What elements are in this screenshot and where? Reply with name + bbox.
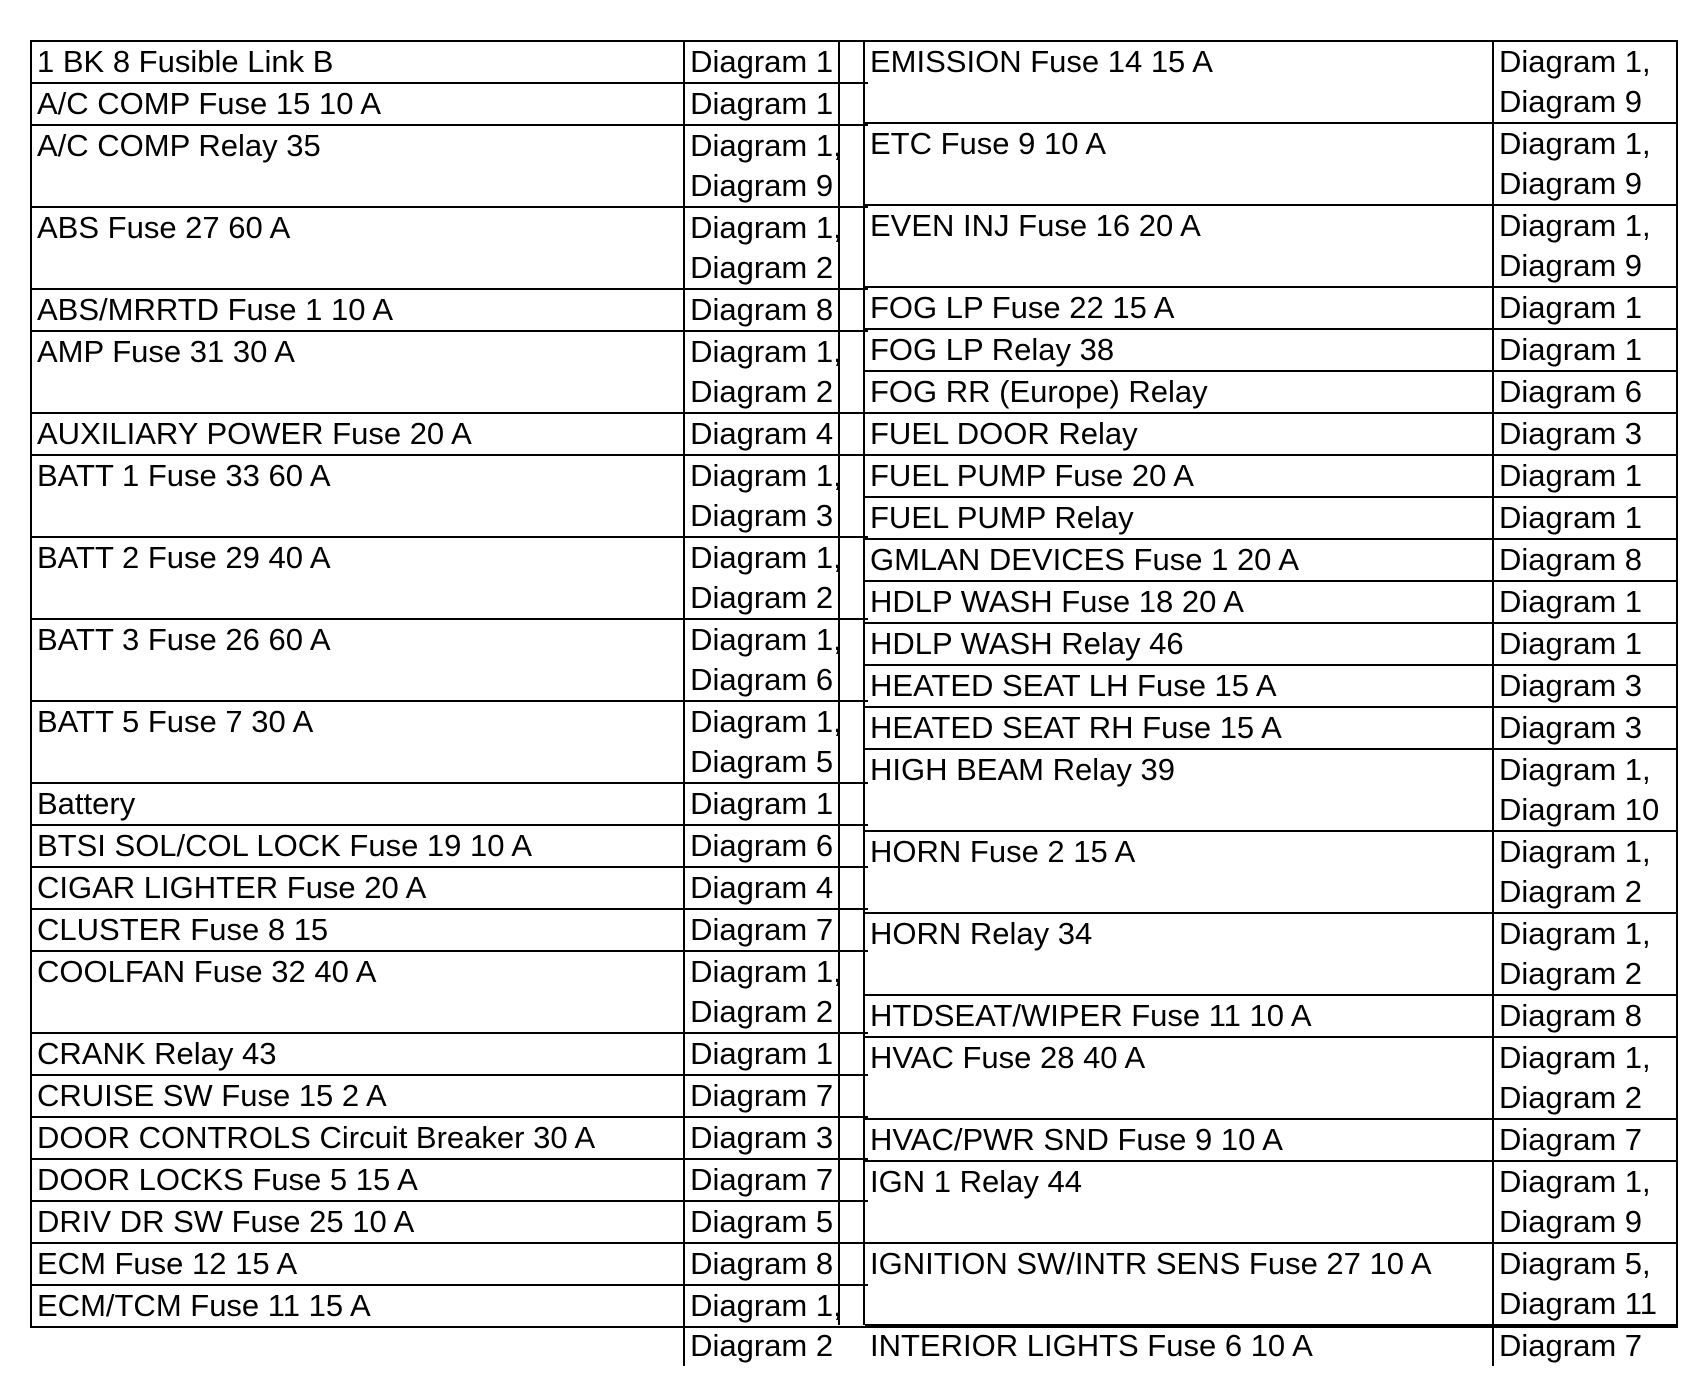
table-row bbox=[32, 1201, 868, 1243]
table-row bbox=[865, 455, 1678, 497]
component-name: ABS/MRRTD Fuse 1 10 A bbox=[32, 289, 684, 331]
diagram-reference bbox=[1493, 42, 1678, 123]
diagram-ref-line: Diagram 8 bbox=[690, 292, 834, 327]
diagram-ref-line: Diagram 1, bbox=[690, 458, 842, 493]
component-name: HDLP WASH Relay 46 bbox=[865, 623, 1493, 665]
diagram-ref-line: Diagram 3 bbox=[690, 498, 834, 533]
diagram-ref-line: Diagram 5, bbox=[1499, 1246, 1651, 1281]
diagram-ref-line: Diagram 1, bbox=[690, 210, 842, 245]
index-table-frame bbox=[30, 40, 1678, 1363]
diagram-reference bbox=[1493, 995, 1678, 1037]
diagram-ref-line: Diagram 1 bbox=[1499, 584, 1642, 619]
table-row bbox=[32, 783, 868, 825]
table-row bbox=[865, 1325, 1678, 1366]
diagram-reference bbox=[1493, 205, 1678, 287]
table-row bbox=[32, 951, 868, 1033]
diagram-ref-line: Diagram 5 bbox=[690, 1204, 834, 1239]
diagram-ref-line: Diagram 2 bbox=[1499, 956, 1642, 991]
component-name: BATT 3 Fuse 26 60 A bbox=[32, 619, 684, 701]
component-name: GMLAN DEVICES Fuse 1 20 A bbox=[865, 539, 1493, 581]
component-name: HORN Relay 34 bbox=[865, 913, 1493, 995]
diagram-reference bbox=[1493, 665, 1678, 707]
component-name: BATT 1 Fuse 33 60 A bbox=[32, 455, 684, 537]
diagram-ref-line: Diagram 4 bbox=[690, 870, 834, 905]
table-row bbox=[865, 623, 1678, 665]
diagram-reference bbox=[1493, 329, 1678, 371]
table-row bbox=[865, 1119, 1678, 1161]
component-name: A/C COMP Fuse 15 10 A bbox=[32, 83, 684, 125]
diagram-ref-line: Diagram 1, bbox=[1499, 1040, 1651, 1075]
table-row bbox=[32, 1033, 868, 1075]
component-name: EVEN INJ Fuse 16 20 A bbox=[865, 205, 1493, 287]
component-name: BATT 5 Fuse 7 30 A bbox=[32, 701, 684, 783]
diagram-ref-line: Diagram 1, bbox=[1499, 834, 1651, 869]
right-index-table bbox=[865, 42, 1678, 1366]
table-row bbox=[32, 701, 868, 783]
table-row bbox=[865, 665, 1678, 707]
diagram-reference bbox=[1493, 1243, 1678, 1325]
component-name: IGNITION SW/INTR SENS Fuse 27 10 A bbox=[865, 1243, 1493, 1325]
diagram-ref-line: Diagram 1, bbox=[690, 954, 842, 989]
diagram-ref-line: Diagram 7 bbox=[690, 1162, 834, 1197]
diagram-reference bbox=[1493, 831, 1678, 913]
component-name: HVAC/PWR SND Fuse 9 10 A bbox=[865, 1119, 1493, 1161]
component-name: ETC Fuse 9 10 A bbox=[865, 123, 1493, 205]
table-row bbox=[865, 995, 1678, 1037]
component-name: ECM Fuse 12 15 A bbox=[32, 1243, 684, 1285]
component-name: AUXILIARY POWER Fuse 20 A bbox=[32, 413, 684, 455]
diagram-reference bbox=[1493, 287, 1678, 329]
diagram-reference bbox=[1493, 1325, 1678, 1366]
diagram-ref-line: Diagram 1, bbox=[690, 704, 842, 739]
diagram-ref-line: Diagram 8 bbox=[690, 1246, 834, 1281]
component-name: FOG LP Relay 38 bbox=[865, 329, 1493, 371]
component-name: 1 BK 8 Fusible Link B bbox=[32, 42, 684, 83]
diagram-ref-line: Diagram 6 bbox=[690, 662, 834, 697]
diagram-ref-line: Diagram 2 bbox=[690, 1328, 834, 1363]
table-row bbox=[32, 125, 868, 207]
table-row bbox=[865, 371, 1678, 413]
component-name: BATT 2 Fuse 29 40 A bbox=[32, 537, 684, 619]
component-name: HDLP WASH Fuse 18 20 A bbox=[865, 581, 1493, 623]
component-name: HEATED SEAT LH Fuse 15 A bbox=[865, 665, 1493, 707]
diagram-ref-line: Diagram 9 bbox=[690, 168, 834, 203]
diagram-reference bbox=[1493, 1037, 1678, 1119]
diagram-ref-line: Diagram 1, bbox=[1499, 1164, 1651, 1199]
table-row bbox=[32, 909, 868, 951]
component-name: HVAC Fuse 28 40 A bbox=[865, 1037, 1493, 1119]
component-name: AMP Fuse 31 30 A bbox=[32, 331, 684, 413]
diagram-ref-line: Diagram 7 bbox=[690, 912, 834, 947]
diagram-ref-line: Diagram 1, bbox=[1499, 752, 1651, 787]
component-name: IGN 1 Relay 44 bbox=[865, 1161, 1493, 1243]
diagram-ref-line: Diagram 3 bbox=[690, 1120, 834, 1155]
diagram-reference bbox=[1493, 497, 1678, 539]
table-row bbox=[865, 749, 1678, 831]
diagram-reference bbox=[1493, 1119, 1678, 1161]
table-row bbox=[32, 1159, 868, 1201]
diagram-ref-line: Diagram 6 bbox=[1499, 374, 1642, 409]
component-name: EMISSION Fuse 14 15 A bbox=[865, 42, 1493, 123]
table-row bbox=[32, 83, 868, 125]
diagram-ref-line: Diagram 8 bbox=[1499, 542, 1642, 577]
table-row bbox=[32, 289, 868, 331]
diagram-ref-line: Diagram 6 bbox=[690, 828, 834, 863]
diagram-ref-line: Diagram 2 bbox=[1499, 1080, 1642, 1115]
diagram-ref-line: Diagram 3 bbox=[1499, 668, 1642, 703]
component-name: FUEL PUMP Fuse 20 A bbox=[865, 455, 1493, 497]
table-row bbox=[32, 1285, 868, 1366]
diagram-ref-line: Diagram 1 bbox=[1499, 332, 1642, 367]
diagram-ref-line: Diagram 2 bbox=[690, 580, 834, 615]
table-row bbox=[865, 913, 1678, 995]
diagram-ref-line: Diagram 1 bbox=[1499, 458, 1642, 493]
diagram-ref-line: Diagram 4 bbox=[690, 416, 834, 451]
table-row bbox=[865, 205, 1678, 287]
diagram-ref-line: Diagram 1, bbox=[1499, 208, 1651, 243]
diagram-ref-line: Diagram 1 bbox=[1499, 290, 1642, 325]
component-name: DOOR LOCKS Fuse 5 15 A bbox=[32, 1159, 684, 1201]
component-name: HEATED SEAT RH Fuse 15 A bbox=[865, 707, 1493, 749]
diagram-ref-line: Diagram 1 bbox=[1499, 626, 1642, 661]
right-column bbox=[863, 42, 1678, 1363]
table-row bbox=[865, 581, 1678, 623]
diagram-ref-line: Diagram 2 bbox=[690, 374, 834, 409]
component-name: HTDSEAT/WIPER Fuse 11 10 A bbox=[865, 995, 1493, 1037]
diagram-ref-line: Diagram 9 bbox=[1499, 84, 1642, 119]
table-row bbox=[865, 413, 1678, 455]
component-name: FOG RR (Europe) Relay bbox=[865, 371, 1493, 413]
diagram-reference bbox=[1493, 455, 1678, 497]
diagram-ref-line: Diagram 1, bbox=[690, 622, 842, 657]
component-name: COOLFAN Fuse 32 40 A bbox=[32, 951, 684, 1033]
diagram-reference bbox=[1493, 539, 1678, 581]
table-row bbox=[865, 123, 1678, 205]
table-row bbox=[865, 1243, 1678, 1325]
diagram-ref-line: Diagram 3 bbox=[1499, 416, 1642, 451]
diagram-ref-line: Diagram 1, bbox=[690, 128, 842, 163]
component-name: CRUISE SW Fuse 15 2 A bbox=[32, 1075, 684, 1117]
left-index-body bbox=[32, 42, 868, 1366]
diagram-reference bbox=[1493, 913, 1678, 995]
table-row bbox=[32, 331, 868, 413]
diagram-ref-line: Diagram 1, bbox=[1499, 916, 1651, 951]
component-name: A/C COMP Relay 35 bbox=[32, 125, 684, 207]
diagram-ref-line: Diagram 1 bbox=[690, 1036, 834, 1071]
table-row bbox=[32, 42, 868, 83]
diagram-ref-line: Diagram 1, bbox=[690, 540, 842, 575]
diagram-reference bbox=[1493, 707, 1678, 749]
component-name: DOOR CONTROLS Circuit Breaker 30 A bbox=[32, 1117, 684, 1159]
diagram-ref-line: Diagram 7 bbox=[690, 1078, 834, 1113]
diagram-ref-line: Diagram 1 bbox=[690, 786, 834, 821]
diagram-ref-line: Diagram 1, bbox=[1499, 44, 1651, 79]
diagram-ref-line: Diagram 10 bbox=[1499, 792, 1660, 827]
component-name: INTERIOR LIGHTS Fuse 6 10 A bbox=[870, 1328, 1313, 1363]
diagram-ref-line: Diagram 7 bbox=[1499, 1328, 1642, 1363]
table-row bbox=[32, 867, 868, 909]
diagram-ref-line: Diagram 1, bbox=[1499, 126, 1651, 161]
table-row bbox=[865, 1161, 1678, 1243]
table-row bbox=[32, 413, 868, 455]
component-name: HORN Fuse 2 15 A bbox=[865, 831, 1493, 913]
table-row bbox=[865, 497, 1678, 539]
diagram-ref-line: Diagram 1 bbox=[690, 86, 834, 121]
component-name: ECM/TCM Fuse 11 15 A bbox=[37, 1288, 371, 1323]
diagram-reference bbox=[1493, 371, 1678, 413]
table-row bbox=[32, 207, 868, 289]
diagram-ref-line: Diagram 9 bbox=[1499, 248, 1642, 283]
table-row bbox=[32, 825, 868, 867]
diagram-ref-line: Diagram 1, bbox=[690, 334, 842, 369]
table-row bbox=[865, 287, 1678, 329]
diagram-ref-line: Diagram 9 bbox=[1499, 1204, 1642, 1239]
diagram-reference bbox=[1493, 413, 1678, 455]
diagram-ref-line: Diagram 3 bbox=[1499, 710, 1642, 745]
right-index-body bbox=[865, 42, 1678, 1366]
table-row bbox=[865, 329, 1678, 371]
left-index-table bbox=[32, 42, 868, 1366]
table-row bbox=[865, 539, 1678, 581]
diagram-ref-line: Diagram 2 bbox=[690, 250, 834, 285]
table-row bbox=[32, 619, 868, 701]
diagram-ref-line: Diagram 1, bbox=[690, 1288, 842, 1323]
table-row bbox=[32, 1075, 868, 1117]
table-row bbox=[865, 42, 1678, 123]
component-name: FUEL DOOR Relay bbox=[865, 413, 1493, 455]
table-row bbox=[32, 537, 868, 619]
component-name: DRIV DR SW Fuse 25 10 A bbox=[32, 1201, 684, 1243]
column-gutter bbox=[838, 42, 863, 1325]
component-name: FUEL PUMP Relay bbox=[865, 497, 1493, 539]
diagram-reference bbox=[1493, 623, 1678, 665]
component-name: Battery bbox=[32, 783, 684, 825]
diagram-reference bbox=[1493, 1161, 1678, 1243]
table-row bbox=[32, 1117, 868, 1159]
table-row bbox=[32, 1243, 868, 1285]
diagram-ref-line: Diagram 9 bbox=[1499, 166, 1642, 201]
component-name: BTSI SOL/COL LOCK Fuse 19 10 A bbox=[32, 825, 684, 867]
diagram-ref-line: Diagram 2 bbox=[1499, 874, 1642, 909]
component-name: FOG LP Fuse 22 15 A bbox=[865, 287, 1493, 329]
component-name: ABS Fuse 27 60 A bbox=[32, 207, 684, 289]
table-row bbox=[865, 707, 1678, 749]
diagram-reference bbox=[1493, 749, 1678, 831]
component-name: CLUSTER Fuse 8 15 bbox=[32, 909, 684, 951]
component-name: CRANK Relay 43 bbox=[32, 1033, 684, 1075]
diagram-ref-line: Diagram 2 bbox=[690, 994, 834, 1029]
component-name: CIGAR LIGHTER Fuse 20 A bbox=[32, 867, 684, 909]
diagram-ref-line: Diagram 5 bbox=[690, 744, 834, 779]
diagram-reference bbox=[1493, 581, 1678, 623]
diagram-ref-line: Diagram 1 bbox=[1499, 500, 1642, 535]
diagram-reference bbox=[1493, 123, 1678, 205]
component-name: HIGH BEAM Relay 39 bbox=[865, 749, 1493, 831]
table-row bbox=[865, 831, 1678, 913]
table-row bbox=[32, 455, 868, 537]
left-column bbox=[32, 42, 868, 1363]
diagram-ref-line: Diagram 8 bbox=[1499, 998, 1642, 1033]
diagram-ref-line: Diagram 1 bbox=[690, 44, 834, 79]
diagram-ref-line: Diagram 11 bbox=[1499, 1286, 1657, 1321]
table-row bbox=[865, 1037, 1678, 1119]
diagram-ref-line: Diagram 7 bbox=[1499, 1122, 1642, 1157]
